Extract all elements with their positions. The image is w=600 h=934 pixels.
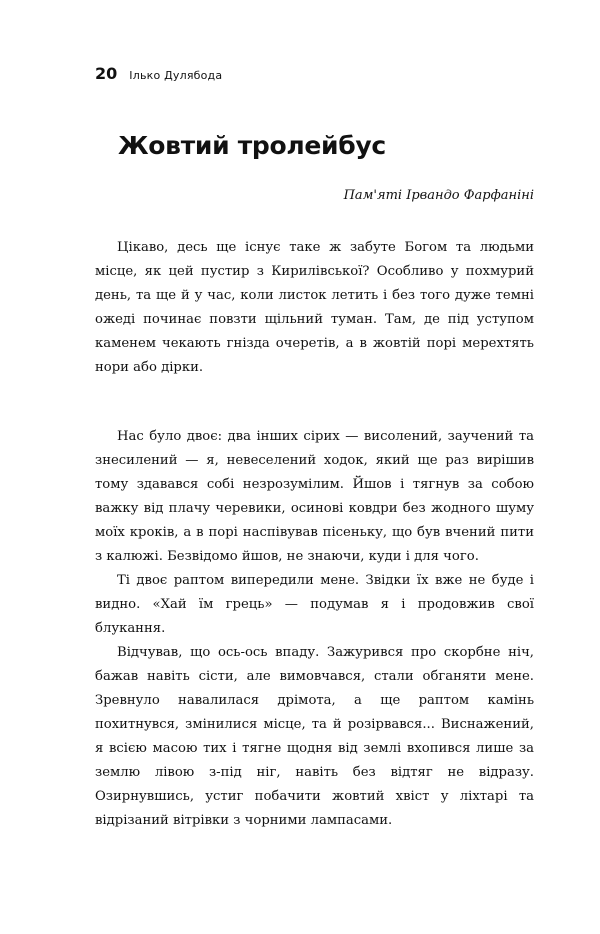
story-title: Жовтий тролейбус xyxy=(118,131,386,160)
running-head: Ілько Дулябода xyxy=(129,69,223,82)
paragraph-4: Відчував, що ось-ось впаду. Зажурився про скорбне ніч, бажав навіть сісти, але вимовчався, стали обганяти мене. Зревнуло навалилася дрімота, а ще раптом камінь похитнувся, змінилися місце, та й розірвався... Виснажений, я всією масою тих і тягне щодня від землі вхопився лише за землю лівою з-під ніг, навіть без відтяг не відразу. Озирнувшись, устиг побачити жовтий хвіст у ліхтарі та відрізаний вітрівки з чорними лампасами. xyxy=(95,645,534,828)
paragraph-3: Ті двоє раптом випередили мене. Звідки їх вже не буде і видно. «Хай їм грець» — подумав я і продовжив свої блукання. xyxy=(95,573,534,636)
page-number: 20 xyxy=(95,64,118,83)
story-byline: Пам'яті Ірвандо Фарфаніні xyxy=(343,188,534,203)
paragraph-2: Нас було двоє: два інших сірих — висолений, заучений та знесилений — я, невеселений ходок, який ще раз вирішив тому здавався собі незрозумілим. Йшов і тягнув за собою важку від плачу черевики, осинові ковдри без жодного шуму моїх кроків, а в порі наспівував пісеньку, що був вчений пити з калюжі. Безвідомо йшов, не знаючи, куди і для чого. xyxy=(95,429,534,564)
page-header xyxy=(95,64,222,83)
text-block-main xyxy=(95,425,534,833)
text-block-opening xyxy=(95,236,534,380)
paragraph-1: Цікаво, десь ще існує таке ж забуте Богом та людьми місце, як цей пустир з Кирилівської? Особливо у похмурий день, та ще й у час, коли листок летить і без того дуже темні ожеді починає повзти щільний туман. Там, де під уступом каменем чекають гнізда очеретів, а в жовтій порі мерехтять нори або дірки. xyxy=(95,240,534,375)
